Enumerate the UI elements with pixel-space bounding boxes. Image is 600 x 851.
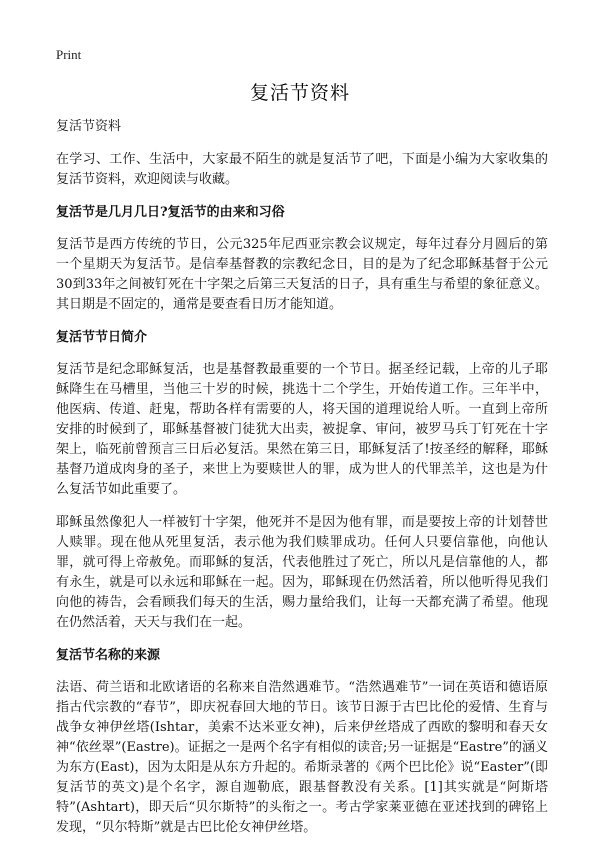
section-heading-date-origin: 复活节是几月几日?复活节的由来和习俗: [56, 205, 285, 220]
print-label: Print: [56, 47, 82, 62]
section-paragraph: 耶稣虽然像犯人一样被钉十字架，他死并不是因为他有罪，而是要按上帝的计划替世人赎罪。现在他从死里复活，表示他为我们赎罪成功。任何人只要信靠他，向他认罪，就可得上帝赦免。而耶稣的复活，代表他胜过了死亡，所以凡是信靠他的人，都有永生，就是可以永远和耶稣在一起。因为，耶稣现在仍然活着，所以他听得见我们向他的祷告，会看顾我们每天的生活，赐力量给我们，让每一天都充满了希望。他现在仍然活着，天天与我们在一起。: [56, 515, 548, 630]
section-paragraph: 法语、荷兰语和北欧诸语的名称来自浩然遇难节。“浩然遇难节”一词在英语和德语原指古代宗教的“春节”，即庆祝春回大地的节日。该节日源于古巴比伦的爱情、生育与战争女神伊丝塔(Ishtar，美索不达米亚女神)，后来伊丝塔成了西欧的黎明和春天女神“依丝翠”(Eastre)。证据之一是两个名字有相似的读音;另一证据是“Eastre”的涵义为东方(East)，因为太阳是从东方升起的。希斯录著的《两个巴比伦》说“Easter”(即复活节的英文)是个名字，源自迦勒底，跟基督教没有关系。[1]其实就是“阿斯塔特”(Ashtart)，即天后“贝尔斯特”的头衔之一。考古学家莱亚德在亚述找到的碑铭上发现，“贝尔特斯”就是古巴比伦女神伊丝塔。: [56, 680, 548, 835]
page-title: 复活节资料: [249, 82, 350, 104]
document-body: [56, 117, 548, 851]
document-subtitle: 复活节资料: [56, 119, 122, 134]
section-paragraph: 复活节是西方传统的节日，公元325年尼西亚宗教会议规定，每年过春分月圆后的第一个星期天为复活节。是信奉基督教的宗教纪念日，目的是为了纪念耶稣基督于公元30到33年之间被钉死在十字架之后第三天复活的日子，具有重生与希望的象征意义。其日期是不固定的，通常是要查看日历才能知道。: [56, 237, 548, 312]
section-paragraph: 复活节是纪念耶稣复活，也是基督教最重要的一个节日。据圣经记载，上帝的儿子耶稣降生在马槽里，当他三十岁的时候，挑选十二个学生，开始传道工作。三年半中，他医病、传道、赶鬼，帮助各样有需要的人，将天国的道理说给人听。一直到上帝所安排的时候到了，耶稣基督被门徒犹大出卖，被捉拿、审问，被罗马兵丁钉死在十字架上，临死前曾预言三日后必复活。果然在第三日，耶稣复活了!按圣经的解释，耶稣基督乃道成肉身的圣子，来世上为要赎世人的罪，成为世人的代罪羔羊，这也是为什么复活节如此重要了。: [56, 362, 548, 497]
section-heading-name-origin: 复活节名称的来源: [56, 648, 161, 663]
section-heading-introduction: 复活节节日简介: [56, 330, 148, 345]
intro-paragraph: 在学习、工作、生活中，大家最不陌生的就是复活节了吧，下面是小编为大家收集的复活节资料，欢迎阅读与收藏。: [56, 152, 548, 187]
